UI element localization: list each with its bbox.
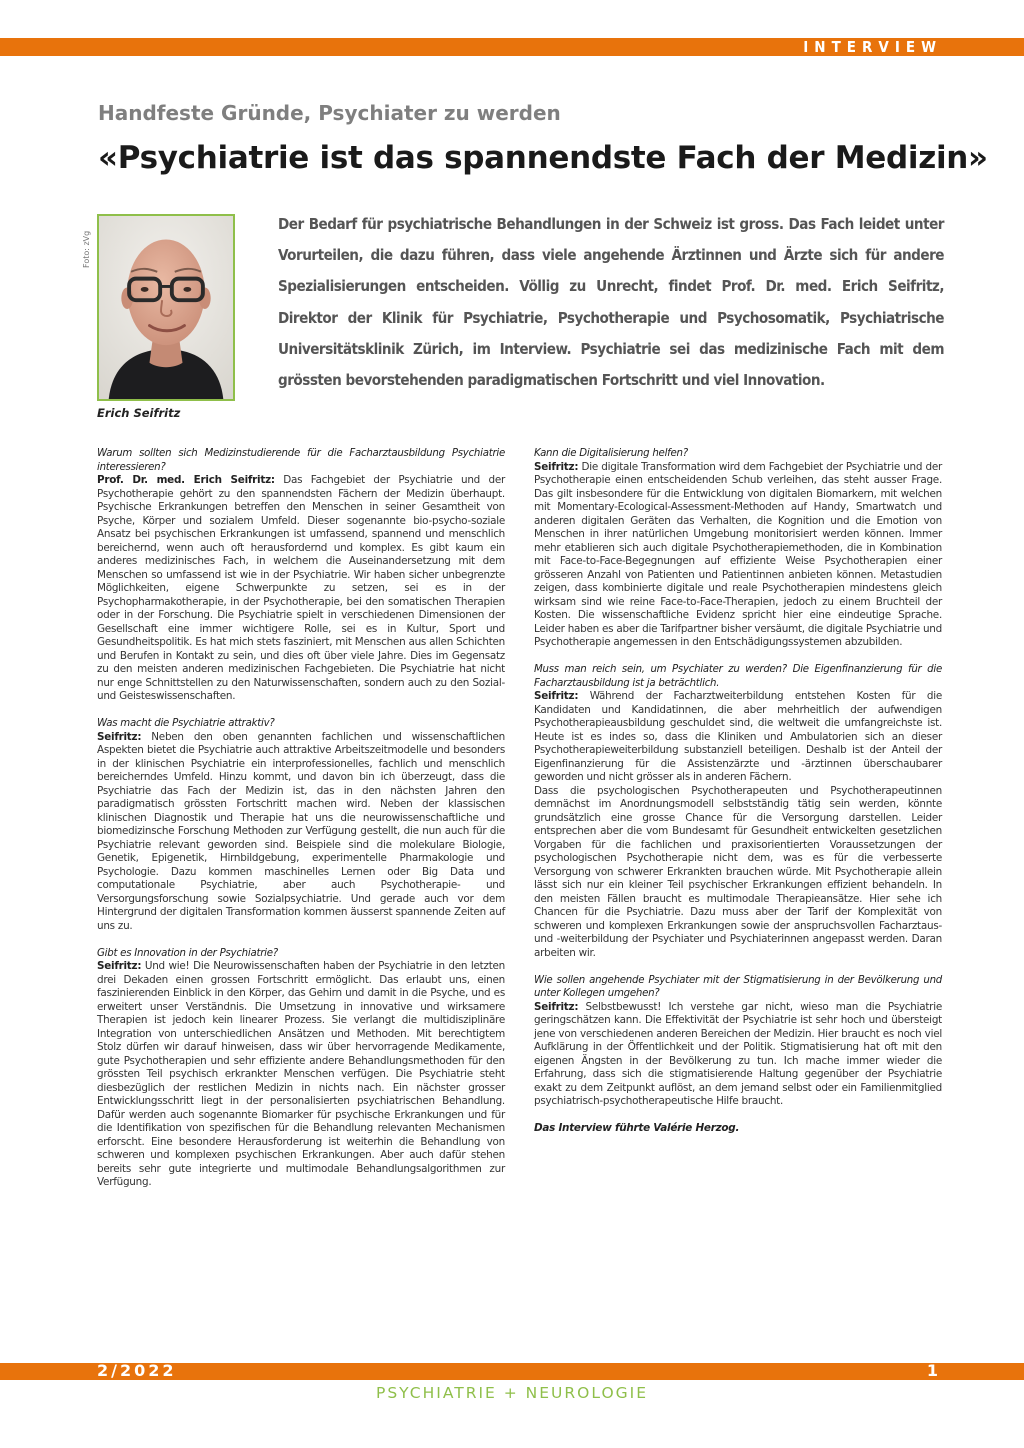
interview-question: Kann die Digitalisierung helfen? — [534, 448, 688, 459]
qa-block — [534, 663, 942, 960]
journal-name: PSYCHIATRIE + NEUROLOGIE — [375, 1384, 649, 1402]
article-lead: Der Bedarf für psychiatrische Behandlungen in der Schweiz ist gross. Das Fach leidet unter Vorurteilen, die dazu führen, dass viele angehende Ärztinnen und Ärzte sich für andere Spezialisierungen entscheiden. Völlig zu Unrecht, findet Prof. Dr. med. Erich Seifritz, Direktor der Klinik für Psychiatrie, Psychotherapie und Psychosomatik, Psychiatrische Universitätsklinik Zürich, im Interview. Psychiatrie sei das medizinische Fach mit dem grössten bevorstehenden paradigmatischen Fortschritt und viel Innovation. — [278, 215, 944, 390]
interview-answer: Während der Facharztweiterbildung entstehen Kosten für die Kandidaten und Kandidatinnen, die aber mehrheitlich der aufwendigen Psychotherapieausbildung geschuldet sind, die weltweit die umfangreichste ist. Heute ist es indes so, dass die Kliniken und Ambulatorien sich an dieser Psychotherapieweiterbildung substanziell beteiligen. Deshalb ist der Anteil der Eigenfinanzierung für die Assistenzärzte und -ärztinnen überschaubarer geworden und nicht grösser als in anderen Fächern. — [534, 690, 942, 783]
speaker-name: Seifritz: — [97, 960, 142, 972]
photo-credit — [82, 216, 94, 268]
page-number: 1 — [926, 1361, 938, 1380]
photo-caption: Erich Seifritz — [97, 406, 181, 420]
speaker-name: Prof. Dr. med. Erich Seifritz: — [97, 474, 275, 486]
interviewer-credit: Das Interview führte Valérie Herzog. — [534, 1122, 740, 1134]
portrait-illustration — [99, 216, 233, 399]
qa-block — [534, 447, 942, 650]
interview-answer-continued: Dass die psychologischen Psychotherapeuten und Psychotherapeutinnen demnächst im Anordnungsmodell selbstständig tätig sein werden, könnte grundsätzlich eine grosse Chance für die Versorgung darstellen. Leider entsprechen aber die vom Bundesamt für Gesundheit entwickelten gesetzlichen Vorgaben für die fachlichen und praxisorientierten Voraussetzungen der psychologischen Psychotherapie nicht dem, was es für die verbesserte Versorgung von schwerer Erkrankten brauchen würde. Mit Psychotherapie allein lässt sich nur ein kleiner Teil psychischer Erkrankungen effizient behandeln. In den meisten Fällen braucht es multimodale Therapieansätze. Hier sehe ich Chancen für die Psychiatrie. Dazu muss aber der Tarif der Komplexität von schweren und komplexen Erkrankungen sowie der anspruchsvollen Facharztaus- und -weiterbildung der Psychiater und Psychiaterinnen angepasst werden. Daran arbeiten wir. — [534, 784, 942, 959]
interview-answer: Selbstbewusst! Ich verstehe gar nicht, wieso man die Psychiatrie geringschätzen kann. Die Effektivität der Psychiatrie ist sehr hoch und übersteigt jene von verschiedenen anderen Bereichen der Medizin. Hier braucht es noch viel Aufklärung in der Öffentlichkeit und der Politik. Stigmatisierung hat oft mit den eigenen Ängsten in der Bevölkerung zu tun. Ich mache immer wieder die Erfahrung, dass sich die stigmatisierende Haltung gegenüber der Psychiatrie exakt zu dem Zeitpunkt auflöst, an dem jemand selbst oder ein Familienmitglied psychiatrisch-psychotherapeutische Hilfe braucht. — [534, 1000, 942, 1107]
qa-block — [97, 717, 505, 933]
interview-answer: Und wie! Die Neurowissenschaften haben der Psychiatrie in den letzten drei Dekaden einen grossen Fortschritt ermöglicht. Das erlaubt uns, einen faszinierenden Einblick in den Körper, das Gehirn und damit in die Psyche, und es erweitert unser Verständnis. Die Umsetzung in innovative und wirksamere Therapien ist jedoch kein linearer Prozess. Sie verlangt die multidisziplinäre Integration von unterschiedlichen Ansätzen und Methoden. Mit berechtigtem Stolz dürfen wir darauf hinweisen, dass wir über hervorragende Medikamente, gute Psychotherapien und sehr effiziente andere Behandlungsmethoden für den grössten Teil psychisch erkrankter Menschen verfügen. Die Psychiatrie steht diesbezüglich der restlichen Medizin in nichts nach. Ein nächster grosser Entwicklungsschritt liegt in der personalisierten psychiatrischen Behandlung. Dafür werden auch sogenannte Biomarker für psychische Erkrankungen und für die Identifikation von spezifischen für die Behandlung relevanten Mechanismen erforscht. Eine besondere Herausforderung ist weiterhin die Behandlung von schweren und komplexen psychischen Erkrankungen. Aber auch dafür stehen bereits sehr gute integrierte und multimodale Behandlungsalgorithmen zur Verfügung. — [97, 960, 505, 1188]
photo-credit-text: Foto: zVg — [82, 230, 91, 268]
interview-answer: Neben den oben genannten fachlichen und wissenschaftlichen Aspekten bietet die Psychiatrie auch attraktive Arbeitszeitmodelle und besonders in der klinischen Psychiatrie ein interprofessionelles, fachlich und menschlich bereicherndes Umfeld. Hinzu kommt, und davon bin ich überzeugt, dass die Psychiatrie das Fach der Medizin ist, das in den nächsten Jahren den paradigmatisch grössten Fortschritt machen wird. Neben der klassischen klinischen Diagnostik und Therapie hat uns die neurowissenschaftliche und biomedizinsche Forschung Methoden zur Verfügung gestellt, die nun auch für die Psychiatrie relevant geworden sind. Beispiele sind die molekulare Biologie, Genetik, Epigenetik, Hirnbildgebung, experimentelle Pharmakologie und Psychologie. Dazu kommen maschinelles Lernen oder Big Data und computationale Psychiatrie, aber auch Psychotherapie- und Versorgungsforschung sowie Sozialpsychiatrie. Und gerade auch vor dem Hintergrund der digitalen Transformation kommen äusserst spannende Zeiten auf uns zu. — [97, 730, 506, 932]
interview-question: Muss man reich sein, um Psychiater zu werden? Die Eigenfinanzierung für die Facharztausbildung ist ja beträchtlich. — [534, 664, 942, 689]
interview-question: Wie sollen angehende Psychiater mit der Stigmatisierung in der Bevölkerung und unter Kollegen umgehen? — [534, 974, 942, 999]
interview-answer: Die digitale Transformation wird dem Fachgebiet der Psychiatrie und der Psychotherapie einen entscheidenden Schub verleihen, das steht ausser Frage. Das gilt insbesondere für die Entwicklung von digitalen Biomarkern, mit welchen mit Momentary-Ecological-Assessment-Methoden auf Handy, Smartwatch und anderen digitalen Geräten das Verhalten, die Kognition und die Emotion von Menschen in ihrer natürlichen Umgebung monitorisiert werden können. Immer mehr etablieren sich auch digitale Psychotherapiemethoden, die in Kombination mit Face-to-Face-Begegnungen auf effiziente Weise Psychotherapien einer grösseren Anzahl von Patienten und Patientinnen anbieten können. Metastudien zeigen, dass kombinierte digitale und reale Psychotherapien mindestens gleich wirksam sind wie reine Face-to-Face-Therapien, jedoch zu einem Bruchteil der Kosten. Die wissenschaftliche Evidenz spricht hier eine eindeutige Sprache. Leider haben es aber die Tarifpartner bisher versäumt, die digitale Psychiatrie und Psychotherapie angemessen in den Entschädigungssystemen abzubilden. — [534, 460, 942, 648]
left-column — [97, 447, 505, 1203]
section-label: INTERVIEW — [803, 38, 942, 56]
speaker-name: Seifritz: — [534, 1000, 579, 1013]
qa-block — [97, 447, 505, 704]
qa-block — [534, 974, 942, 1109]
speaker-name: Seifritz: — [534, 460, 579, 473]
portrait-photo — [97, 214, 235, 401]
speaker-name: Seifritz: — [97, 730, 142, 743]
interview-question: Warum sollten sich Medizinstudierende für die Facharztausbildung Psychiatrie interessieren? — [97, 448, 505, 473]
issue-number: 2/2022 — [97, 1361, 177, 1380]
article-headline: «Psychiatrie ist das spannendste Fach der Medizin» — [98, 140, 988, 176]
interview-answer: Das Fachgebiet der Psychiatrie und der Psychotherapie gehört zu den spannendsten Fächern der Medizin überhaupt. Psychische Erkrankungen betreffen den Menschen in seiner Gesamtheit von Psyche, Körper und sozialem Umfeld. Dieser sogenannte bio-psycho-soziale Ansatz bei psychischen Erkrankungen ist umfassend, spannend und menschlich bereichernd, wenn auch oft herausfordernd und komplex. Es gibt kaum ein anderes medizinisches Fach, in welchem die Auseinandersetzung mit dem Menschen so umfassend ist wie in der Psychiatrie. Wir haben sicher unbegrenzte Möglichkeiten, eigene Schwerpunkte zu setzen, sei es in der Psychopharmakotherapie, in der Psychotherapie, bei den somatischen Therapien oder in der Forschung. Die Psychiatrie spielt in verschiedenen Dimensionen der Gesellschaft eine immer wichtigere Rolle, sei es in Kultur, Sport und Gesundheitspolitik. Es hat mich stets fasziniert, mit Menschen aus allen Schichten und Berufen in Kontakt zu sein, und dies oft über viele Jahre. Dies im Gegensatz zu den meisten anderen medizinischen Fachgebieten. Die Psychiatrie hat nicht nur enge Schnittstellen zu den Naturwissenschaften, sondern auch zu den Sozial- und Geisteswissenschaften. — [97, 474, 505, 702]
qa-block — [97, 947, 505, 1190]
interview-question: Was macht die Psychiatrie attraktiv? — [97, 718, 275, 729]
right-column — [534, 447, 942, 1149]
article-kicker: Handfeste Gründe, Psychiater zu werden — [98, 101, 561, 125]
speaker-name: Seifritz: — [534, 690, 579, 702]
interview-question: Gibt es Innovation in der Psychiatrie? — [97, 947, 278, 959]
